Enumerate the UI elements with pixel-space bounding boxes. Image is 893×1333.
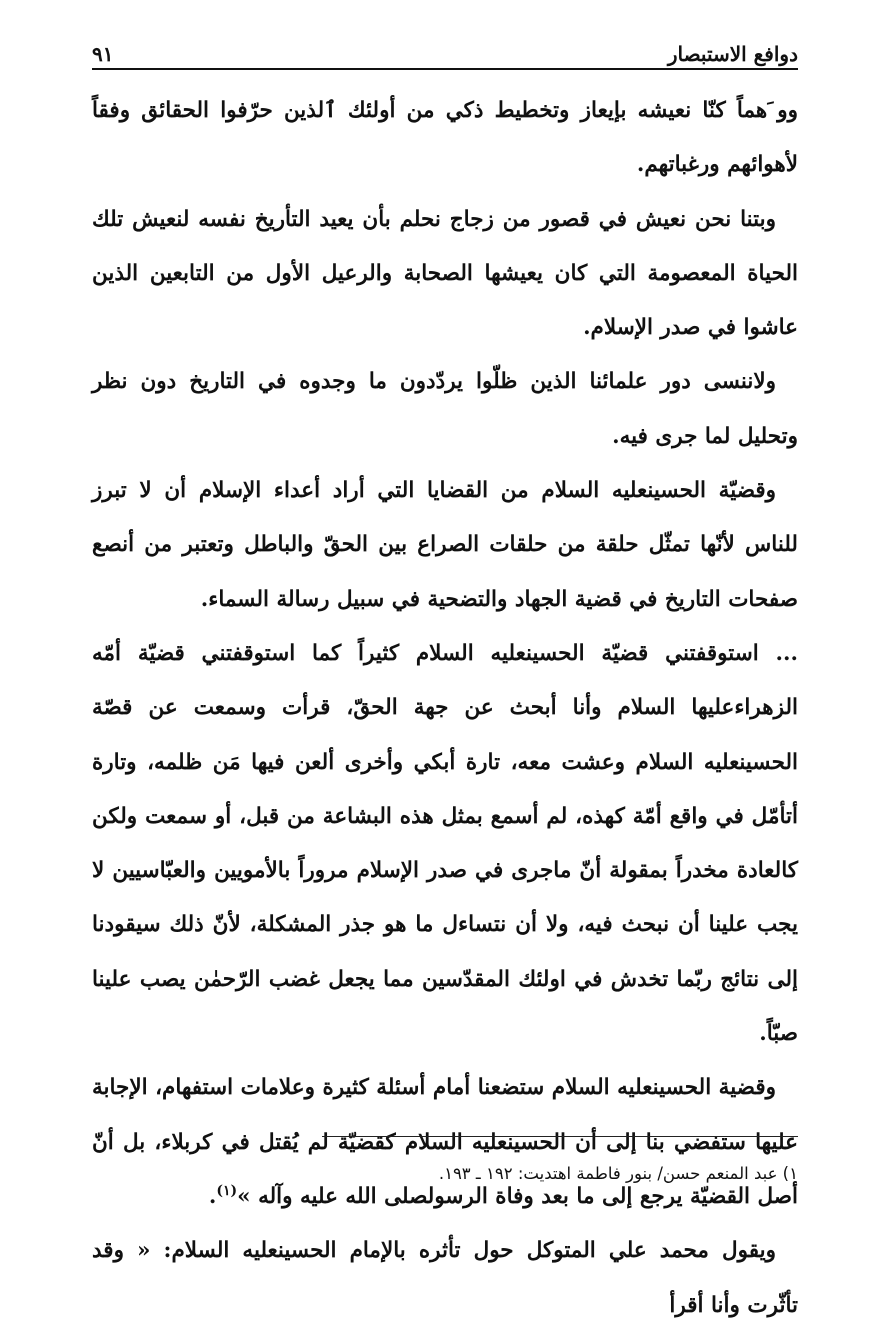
page-number: ٩١ [92, 42, 114, 66]
header-rule [92, 68, 798, 70]
footnote: ١) عبد المنعم حسن/ بنور فاطمة اهتديت: ١٩٢ ـ ١٩٣. [438, 1164, 798, 1183]
paragraph-7-lead: ويقول [722, 1238, 776, 1264]
paragraph-7 [92, 1224, 798, 1333]
footnote-rule [322, 1136, 798, 1137]
quoted-author-name: محمد علي المتوكل [526, 1238, 709, 1264]
running-title: دوافع الاستبصار [667, 42, 798, 66]
running-header [92, 30, 798, 66]
paragraph-5: ... استوقفتني قضيّة الحسينعليه السلام كثيراً كما استوقفتني قضيّة أمّه الزهراءعليها السلام وأنا أبحث عن جهة الحقّ، قرأت وسمعت عن قصّة الحسينعليه السلام وعشت معه، تارة أبكي وأخرى ألعن فيها مَن ظلمه، وتارة أتأمّل في واقع أمّة كهذه، لم أسمع بمثل هذه البشاعة من قبل، أو سمعت ولكن كالعادة مخدراً بمقولة أنّ ماجرى في صدر الإسلام مروراً بالأمويين والعبّاسيين لا يجب علينا أن نبحث فيه، ولا أن نتساءل ما هو جذر المشكلة، لأنّ ذلك سيقودنا إلى نتائج ربّما تخدش في اولئك المقدّسين مما يجعل غضب الرّحمٰن يصب علينا صبّاً. [92, 640, 798, 1047]
footnote-reference[interactable]: (١) [216, 1182, 238, 1199]
paragraph-6-tail: . [208, 1183, 217, 1209]
paragraph-1: وو َهماً كنّا نعيشه بإيعاز وتخطيط ذكي من أولئك ٱلذين حرّفوا الحقائق وفقاً لأهوائهم ورغباتهم. [92, 98, 798, 178]
body-text [92, 84, 798, 1333]
paragraph-7-tail: حول تأثره بالإمام الحسينعليه السلام: « وقد تأثّرت وأنا أقرأ [92, 1238, 798, 1318]
paragraph-4: وقضيّة الحسينعليه السلام من القضايا التي أراد أعداء الإسلام أن لا تبرز للناس لأنّها تمثّل حلقة من حلقات الصراع بين الحقّ والباطل وتعتبر من أنصع صفحات التاريخ في قضية الجهاد والتضحية في سبيل رسالة السماء. [92, 478, 798, 612]
paragraph-2: وبتنا نحن نعيش في قصور من زجاج نحلم بأن يعيد التأريخ نفسه لنعيش تلك الحياة المعصومة التي كان يعيشها الصحابة والرعيل الأول من التابعين الذين عاشوا في صدر الإسلام. [92, 206, 798, 341]
paragraph-6-text: وقضية الحسينعليه السلام ستضعنا أمام أسئلة كثيرة وعلامات استفهام، الإجابة عليها ستفضي بنا إلى أن الحسينعليه السلام كقضيّة لم يُقتل في كربلاء، بل أنّ أصل القضيّة يرجع إلى ما بعد وفاة الرسولصلى الله عليه وآله » [92, 1075, 798, 1209]
paragraph-3: ولاننسى دور علمائنا الذين ظلّوا يردّدون ما وجدوه في التاريخ دون نظر وتحليل لما جرى فيه. [92, 369, 798, 449]
paragraph-6 [92, 1061, 798, 1224]
